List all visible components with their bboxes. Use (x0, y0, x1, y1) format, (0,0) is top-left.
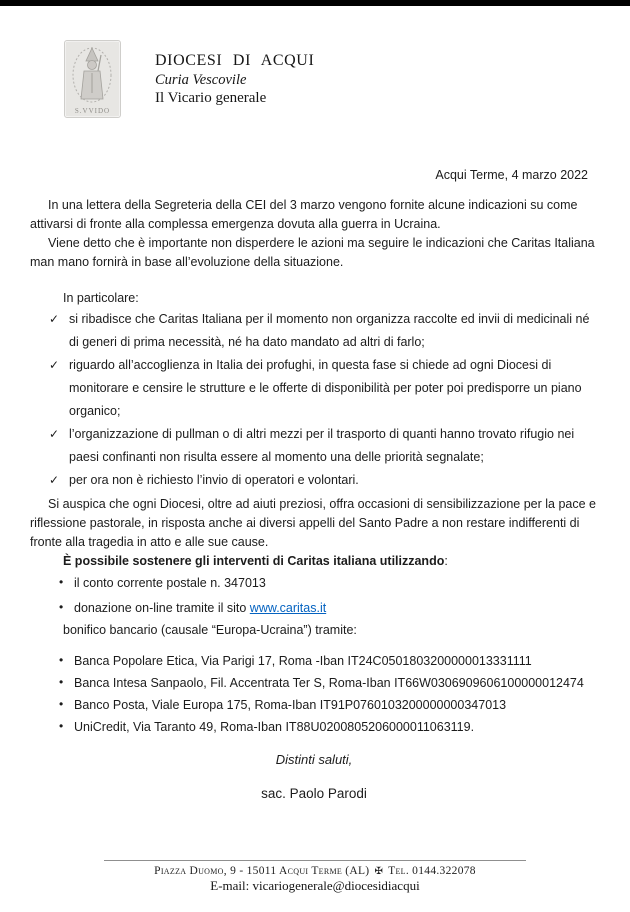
list-item-text: per ora non è richiesto l’invio di operatori e volontari. (69, 473, 359, 487)
footer-address-line (0, 865, 630, 877)
letterhead (64, 40, 630, 118)
list-item (59, 694, 598, 716)
letter-body (0, 166, 630, 803)
bank-item-text: Banco Posta, Viale Europa 175, Roma-Iban IT91P0760103200000000347013 (74, 698, 507, 712)
list-item (49, 469, 598, 492)
list-item (59, 596, 598, 621)
bullet-icon: • (59, 653, 64, 667)
sender-role: Il Vicario generale (155, 90, 267, 106)
list-item (49, 354, 598, 423)
bank-list (59, 650, 598, 738)
footer-email: E-mail: vicariogenerale@diocesidiacqui (210, 878, 420, 893)
cross-icon: ✠ (374, 866, 384, 877)
footer-address: Piazza Duomo, 9 - 15011 Acqui Terme (AL) (154, 865, 370, 877)
closing-salutation: Distinti saluti, (275, 752, 353, 767)
signature-name: sac. Paolo Parodi (261, 786, 367, 801)
checkmark-icon: ✓ (49, 473, 60, 487)
document-page (0, 6, 630, 912)
checkmark-icon: ✓ (49, 358, 60, 372)
footer-phone: Tel. 0144.322078 (388, 865, 476, 877)
list-item-text: si ribadisce che Caritas Italiana per il momento non organizza raccolte ed invii di medicinali né di generi di prima necessità, né ha dato mandato ad altri di farlo; (69, 312, 590, 349)
footer-divider (104, 860, 526, 861)
seal-caption: S.VVIDO (74, 107, 111, 115)
list-item (49, 423, 598, 469)
list-item (59, 716, 598, 738)
bank-transfer-intro: bonifico bancario (causale “Europa-Ucraina”) tramite: (63, 623, 357, 637)
bank-item-text: UniCredit, Via Taranto 49, Roma-Iban IT88U0200805206000011063119. (74, 720, 475, 734)
letter-footer (0, 860, 630, 894)
bullet-icon: • (59, 575, 64, 589)
paragraph-3: Si auspica che ogni Diocesi, oltre ad aiuti preziosi, offra occasioni di sensibilizzazione per la pace e riflessione pastorale, in risposta anche ai diversi appelli del Santo Padre a non restare indifferenti di fronte alla tragedia in atto e alle sue cause. (30, 497, 596, 549)
office-name: Curia Vescovile (155, 72, 247, 88)
list-item-text: l’organizzazione di pullman o di altri mezzi per il trasporto di quanti hanno trovato rifugio nei paesi confinanti non risulta essere al momento una delle priorità segnalate; (69, 427, 575, 464)
list-item (59, 650, 598, 672)
checkmark-list (49, 308, 598, 492)
paragraph-2: Viene detto che è importante non disperdere le azioni ma seguire le indicazioni che Caritas Italiana man mano fornirà in base all’evoluzione della situazione. (30, 236, 595, 269)
caritas-website-link[interactable]: www.caritas.it (249, 601, 327, 615)
bullet-icon: • (59, 675, 64, 689)
paragraph-1: In una lettera della Segreteria della CEI del 3 marzo vengono fornite alcune indicazioni su come attivarsi di fronte alla complessa emergenza dovuta alla guerra in Ucraina. (30, 198, 578, 231)
bullet-icon: • (59, 697, 64, 711)
organization-name: DIOCESI DI ACQUI (155, 52, 315, 69)
list-item-text: il conto corrente postale n. 347013 (74, 576, 266, 590)
bold-statement-text: È possibile sostenere gli interventi di Caritas italiana utilizzando (63, 554, 445, 568)
bank-item-text: Banca Popolare Etica, Via Parigi 17, Roma -Iban IT24C0501803200000013331111 (74, 654, 532, 668)
checkmark-icon: ✓ (49, 427, 60, 441)
bank-item-text: Banca Intesa Sanpaolo, Fil. Accentrata Ter S, Roma-Iban IT66W0306909606100000012474 (74, 676, 584, 690)
list-item (59, 672, 598, 694)
list-item (59, 571, 598, 596)
bold-statement (63, 552, 598, 571)
letterhead-text (155, 40, 314, 107)
list-item (49, 308, 598, 354)
bullet-icon: • (59, 600, 64, 614)
list-item-text: donazione on-line tramite il sito (74, 601, 250, 615)
donation-list (59, 571, 598, 621)
list-intro: In particolare: (63, 291, 139, 305)
diocese-seal-logo (64, 40, 121, 118)
bishop-relief-icon (65, 41, 120, 117)
checkmark-icon: ✓ (49, 312, 60, 326)
bullet-icon: • (59, 719, 64, 733)
list-item-text: riguardo all’accoglienza in Italia dei profughi, in questa fase si chiede ad ogni Diocesi di monitorare e censire le strutture e le offerte di disponibilità per poter poi predisporre un piano organico; (69, 358, 582, 418)
bold-statement-colon: : (444, 554, 448, 568)
date-line: Acqui Terme, 4 marzo 2022 (435, 168, 588, 182)
